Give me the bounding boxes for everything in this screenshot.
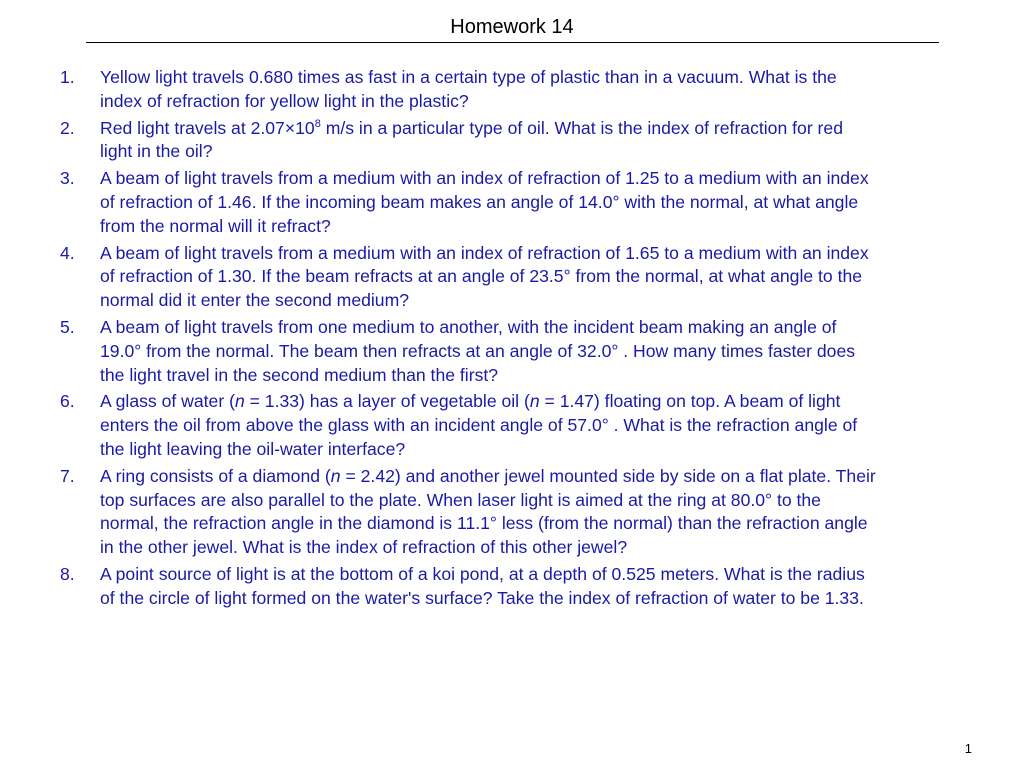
problem-line: normal did it enter the second medium? (100, 290, 410, 311)
problem-number: 2. (60, 117, 75, 138)
problem-text: m/s in a particular type of oil. What is the index of refraction for red (320, 117, 843, 138)
problem-number: 8. (60, 563, 75, 584)
problem-item (0, 66, 1024, 114)
title-divider (86, 42, 939, 43)
problem-line: the light leaving the oil-water interface? (100, 438, 406, 459)
problem-list (0, 66, 1024, 614)
exponent: 8 (314, 117, 321, 130)
problem-line (100, 390, 984, 414)
problem-line: of the circle of light formed on the water's surface? Take the index of refraction of water to be 1.33. (100, 587, 864, 608)
variable-n: n (529, 391, 540, 412)
problem-line: A point source of light is at the bottom of a koi pond, at a depth of 0.525 meters. What is the radius (100, 563, 865, 584)
page-number: 1 (964, 741, 972, 756)
problem-line: 19.0° from the normal. The beam then refracts at an angle of 32.0° . How many times faster does (100, 340, 856, 361)
page-title: Homework 14 (450, 16, 574, 38)
problem-item (0, 465, 1024, 560)
problem-line: the light travel in the second medium than the first? (100, 364, 499, 385)
problem-line: of refraction of 1.46. If the incoming beam makes an angle of 14.0° with the normal, at what angle (100, 191, 859, 212)
problem-line: enters the oil from above the glass with an incident angle of 57.0° . What is the refraction angle of (100, 415, 858, 436)
problem-item (0, 167, 1024, 238)
problem-item (0, 390, 1024, 461)
problem-item (0, 117, 1024, 165)
problem-line: A beam of light travels from one medium to another, with the incident beam making an angle of (100, 316, 837, 337)
problem-line: Yellow light travels 0.680 times as fast in a certain type of plastic than in a vacuum. What is the (100, 67, 837, 87)
problem-text: = 1.47) floating on top. A beam of light (539, 391, 841, 412)
problem-item (0, 316, 1024, 387)
problem-line: light in the oil? (100, 141, 213, 162)
problem-line: normal, the refraction angle in the diamond is 11.1° less (from the normal) than the refraction angle (100, 513, 868, 534)
variable-n: n (330, 465, 341, 486)
problem-number: 7. (60, 465, 75, 486)
problem-number: 6. (60, 391, 75, 412)
problem-text: = 1.33) has a layer of vegetable oil ( (244, 391, 530, 412)
problem-number: 5. (60, 316, 75, 337)
problem-line (100, 117, 984, 141)
variable-n: n (234, 391, 245, 412)
problem-number: 4. (60, 242, 75, 263)
problem-line (100, 465, 984, 489)
problem-line: of refraction of 1.30. If the beam refracts at an angle of 23.5° from the normal, at what angle to the (100, 266, 863, 287)
problem-item (0, 242, 1024, 313)
problem-number: 1. (60, 67, 75, 87)
problem-item (0, 563, 1024, 611)
problem-text: A glass of water ( (100, 391, 235, 412)
problem-text: Red light travels at 2.07×10 (100, 117, 315, 138)
problem-line: A beam of light travels from a medium with an index of refraction of 1.25 to a medium with an index (100, 168, 869, 189)
problem-text: A ring consists of a diamond ( (100, 465, 331, 486)
problem-line: in the other jewel. What is the index of refraction of this other jewel? (100, 537, 628, 558)
problem-line: from the normal will it refract? (100, 215, 331, 236)
problem-text: = 2.42) and another jewel mounted side by side on a flat plate. Their (340, 465, 876, 486)
problem-line: index of refraction for yellow light in the plastic? (100, 90, 469, 111)
problem-line: top surfaces are also parallel to the plate. When laser light is aimed at the ring at 80.0° to the (100, 489, 821, 510)
problem-line: A beam of light travels from a medium with an index of refraction of 1.65 to a medium with an index (100, 242, 869, 263)
problem-number: 3. (60, 168, 75, 189)
